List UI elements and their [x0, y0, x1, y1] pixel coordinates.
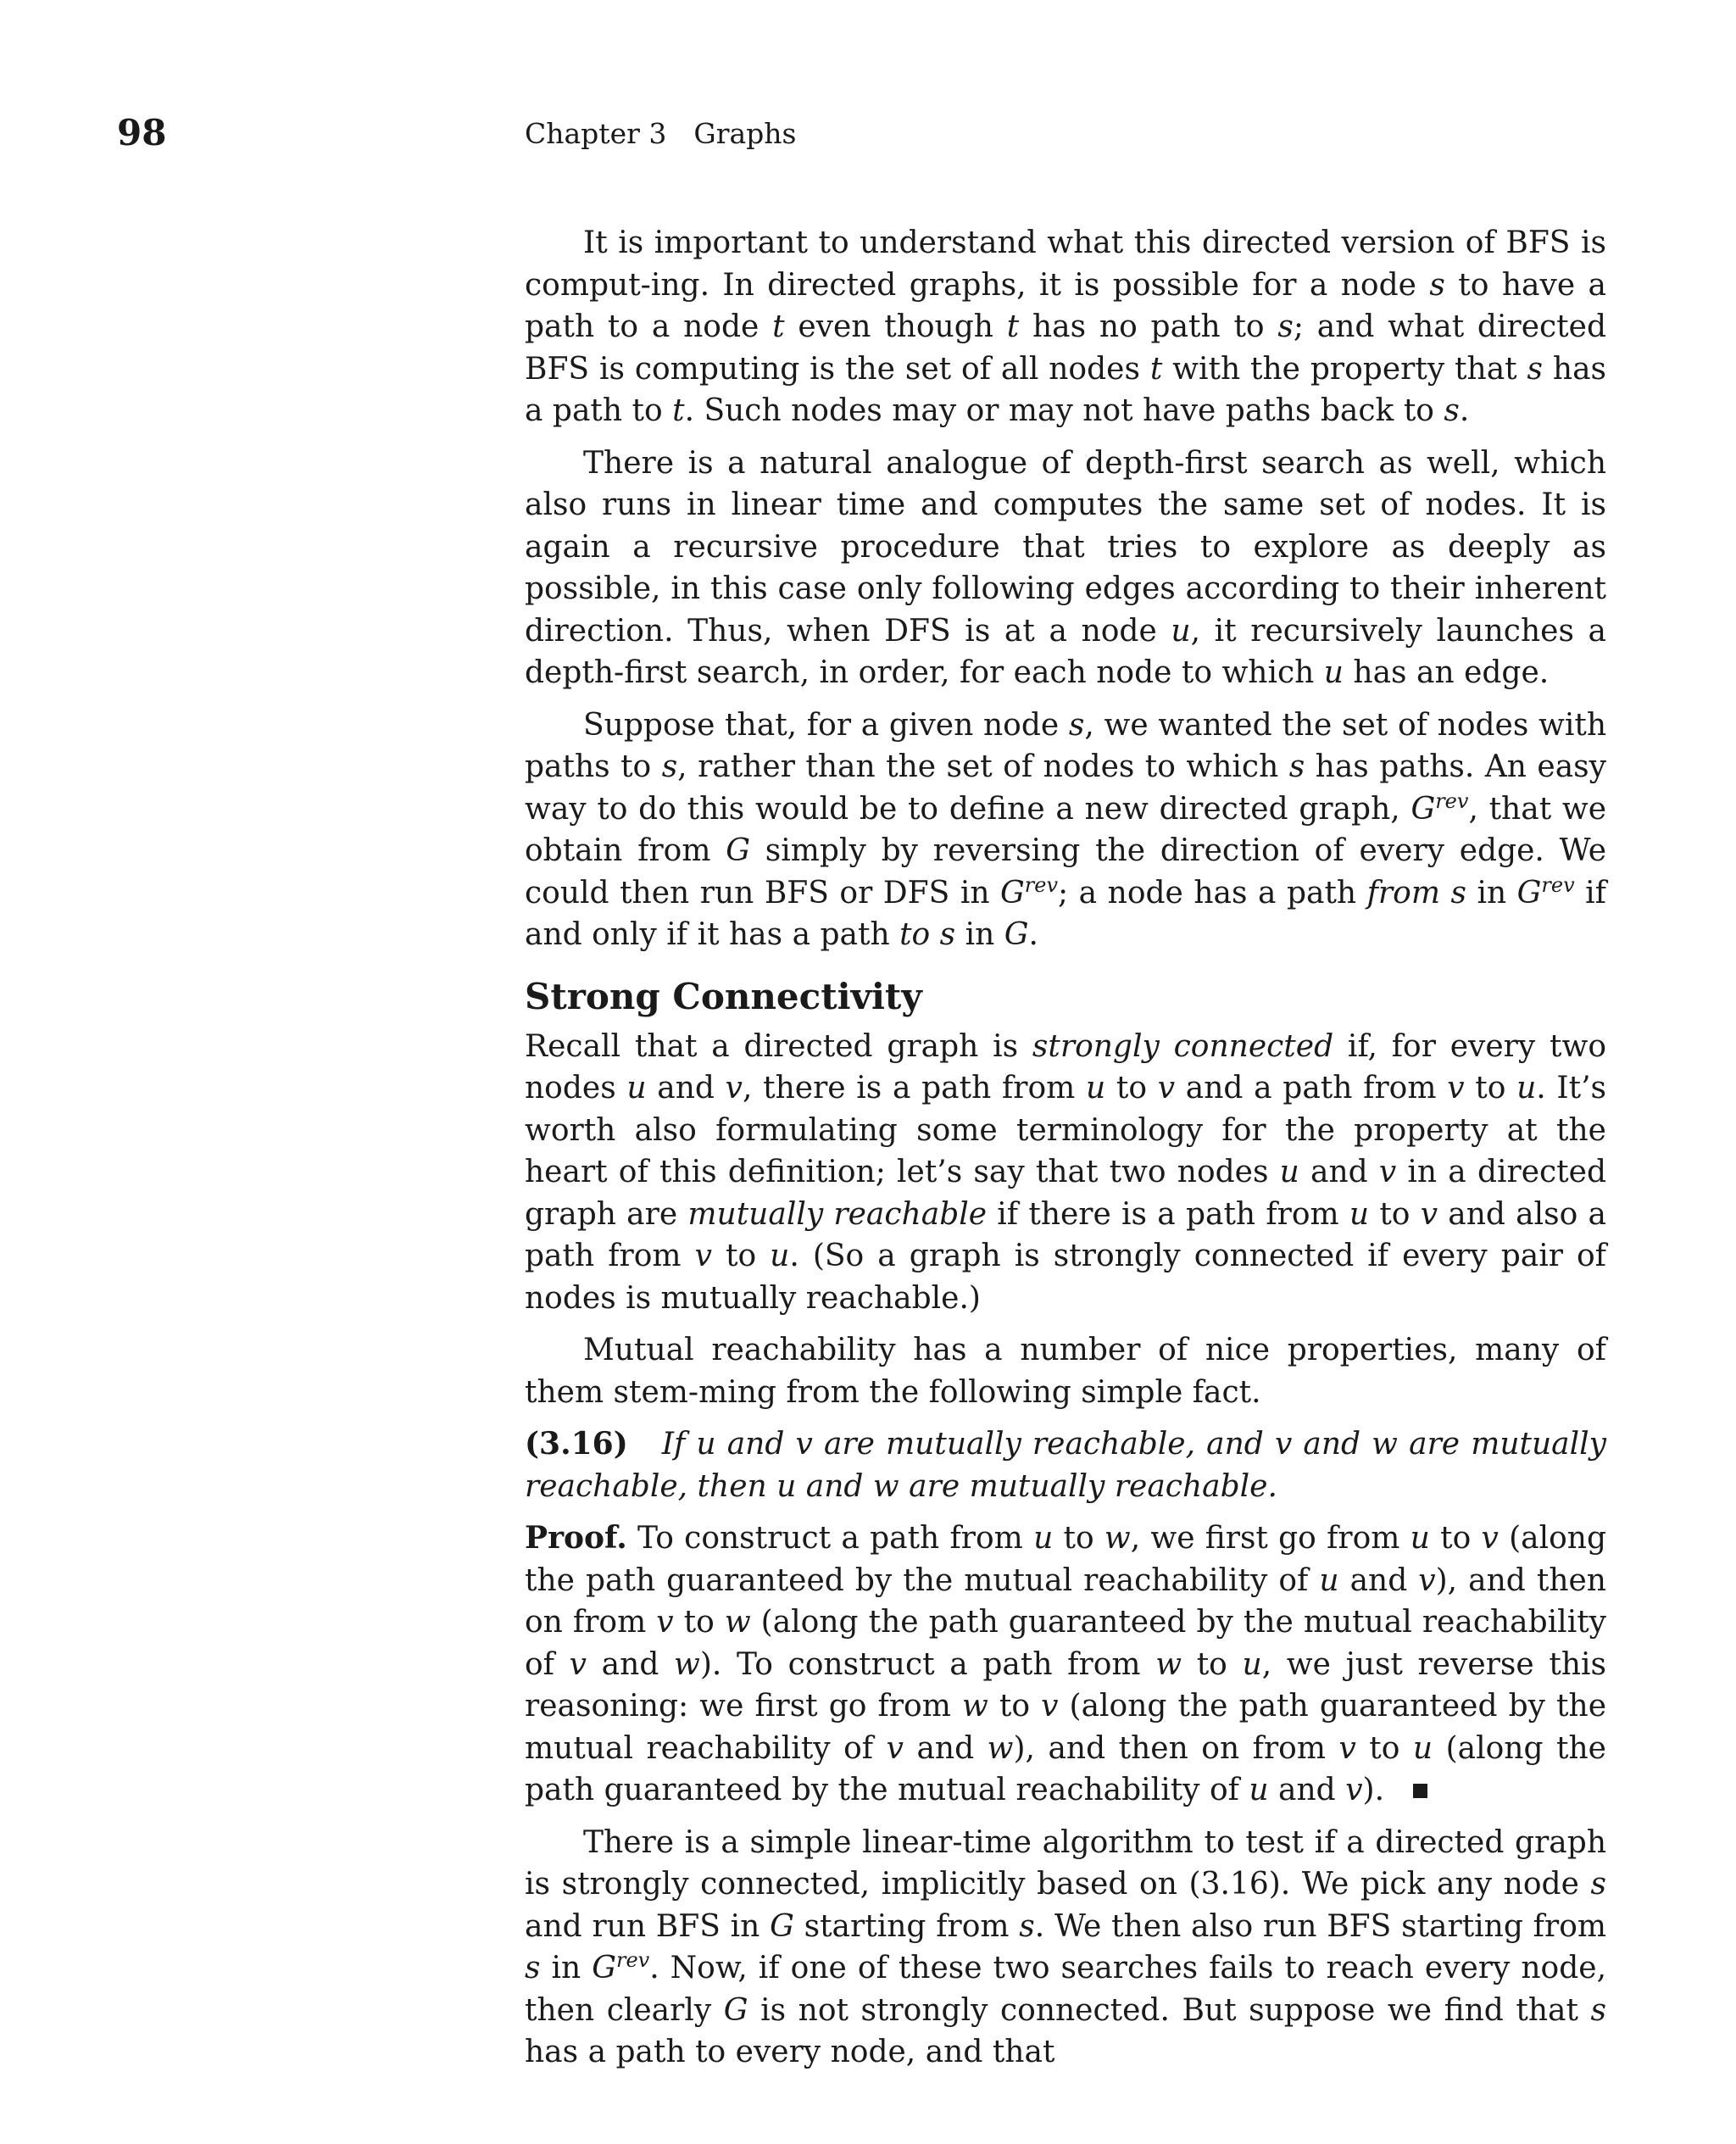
paragraph-reverse-graph: Suppose that, for a given node s, we wanted the set of nodes with paths to s, rather than the set of nodes to which s has paths. An easy way to do this would be to define a new directed graph, $G^{rev}$, that we obtain from G simply by reversing the direction of every edge. We could then run BFS or DFS in $G^{rev}$; a node has a path from s in $G^{rev}$ if and only if it has a path to s in G.	[525, 707, 1607, 952]
statement-label: (3.16)	[525, 1426, 628, 1462]
chapter-title: Graphs	[693, 117, 797, 150]
proof-label: Proof.	[525, 1520, 627, 1556]
body-text	[525, 222, 1606, 2084]
proof-paragraph: Proof. To construct a path from u to w, we first go from u to v (along the path guaranteed by the mutual reachability of u and v), and then on from v to w (along the path guaranteed by the mutual reachability of v and w). To construct a path from w to u, we just reverse this reasoning: we first go from w to v (along the path guaranteed by the mutual reachability of v and w), and then on from v to u (along the path guaranteed by the mutual reachability of u and v).	[525, 1520, 1607, 1807]
page-number: 98	[117, 112, 167, 153]
running-head	[525, 117, 796, 150]
chapter-label: Chapter 3	[525, 117, 667, 150]
paragraph-directed-dfs: There is a natural analogue of depth-first search as well, which also runs in linear time and computes the same set of nodes. It is again a recursive procedure that tries to explore as deeply as possible, in this case only following edges according to their inherent direction. Thus, when DFS is at a node u, it recursively launches a depth-first search, in order, for each node to which u has an edge.	[525, 445, 1607, 690]
paragraph-strongly-connected-definition: Recall that a directed graph is strongly connected if, for every two nodes u and v, there is a path from u to v and a path from v to u. It’s worth also formulating some terminology for the property at the heart of this definition; let’s say that two nodes u and v in a directed graph are mutually reachable if there is a path from u to v and also a path from v to u. (So a graph is strongly connected if every pair of nodes is mutually reachable.)	[525, 1028, 1606, 1316]
paragraph-mutual-reachability: Mutual reachability has a number of nice properties, many of them stem-ming from the following simple fact.	[525, 1333, 1606, 1410]
paragraph-directed-bfs: It is important to understand what this directed version of BFS is comput-ing. In directed graphs, it is possible for a node s to have a path to a node t even though t has no path to s; and what directed BFS is computing is the set of all nodes t with the property that s has a path to t. Such nodes may or may not have paths back to s.	[525, 226, 1607, 428]
qed-square-icon	[1413, 1784, 1427, 1798]
statement-3-16: (3.16) If u and v are mutually reachable, and v and w are mutually reachable, then u and w are mutually reachable.	[525, 1426, 1606, 1504]
paragraph-linear-time-test: There is a simple linear-time algorithm to test if a directed graph is strongly connected, implicitly based on (3.16). We pick any node s and run BFS in G starting from s. We then also run BFS starting from s in $G^{rev}$. Now, if one of these two searches fails to reach every node, then clearly G is not strongly connected. But suppose we find that s has a path to every node, and that	[525, 1824, 1607, 2069]
section-heading: Strong Connectivity	[525, 975, 922, 1017]
